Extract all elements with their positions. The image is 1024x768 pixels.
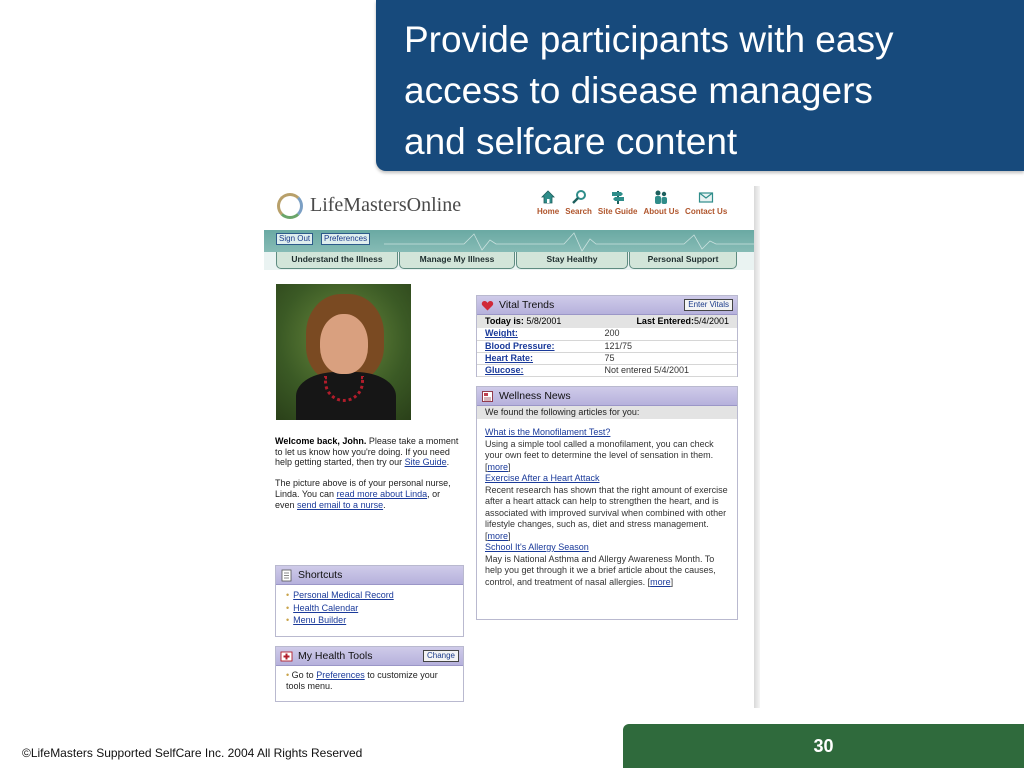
tab-stay-healthy[interactable]: Stay Healthy <box>516 252 628 269</box>
signpost-icon <box>609 188 627 206</box>
vital-weight-link[interactable]: Weight: <box>477 328 596 340</box>
wellness-news-subtitle: We found the following articles for you: <box>477 406 737 419</box>
top-nav <box>534 188 730 216</box>
nav-site-guide-label: Site Guide <box>597 207 638 216</box>
vitals-table <box>477 328 737 377</box>
site-logo[interactable]: LifeMastersOnline <box>310 194 462 216</box>
nav-home[interactable] <box>537 188 559 216</box>
table-row: Glucose: Not entered 5/4/2001 <box>477 364 737 376</box>
main-tabs <box>264 252 754 270</box>
nav-about-us[interactable] <box>643 188 679 216</box>
header-band <box>264 230 754 252</box>
site-guide-link[interactable]: Site Guide <box>404 457 447 468</box>
article-body: Recent research has shown that the right amount of exercise after a heart attack can help to strengthen the heart, and is associated with improved survival when combined with other lifestyle changes, such as, diet and stress management. <box>485 484 728 529</box>
table-row: Blood Pressure: 121/75 <box>477 340 737 352</box>
shortcut-health-calendar[interactable]: • Health Calendar <box>286 602 359 613</box>
page-number: 30 <box>813 736 834 756</box>
tab-personal-support[interactable]: Personal Support <box>629 252 737 269</box>
notepad-icon <box>280 569 293 582</box>
people-icon <box>652 188 670 206</box>
shortcut-menu-builder[interactable]: • Menu Builder <box>286 615 347 625</box>
welcome-text: Welcome back, John. Please take a moment to let us know how you're doing. If you need help getting started, then try our Site Guide. The picture above is of your personal nurse, Linda. You can read more about Linda, or even send email to a nurse. <box>275 436 459 510</box>
website-screenshot <box>264 186 754 708</box>
wellness-news-panel <box>476 386 738 620</box>
nav-contact-us-label: Contact Us <box>685 207 728 216</box>
newspaper-icon <box>481 390 494 403</box>
health-tools-title: My Health Tools <box>298 650 373 662</box>
tools-preferences-link[interactable]: Preferences <box>316 670 365 680</box>
health-tools-panel <box>275 646 464 702</box>
page-number-box <box>623 724 1024 768</box>
shortcuts-title: Shortcuts <box>298 569 343 581</box>
shortcuts-list <box>276 585 463 631</box>
vitals-dates-row: Today is: 5/8/2001 Last Entered:5/4/2001 <box>477 315 737 328</box>
copyright-footer: ©LifeMasters Supported SelfCare Inc. 2004 All Rights Reserved <box>22 746 363 760</box>
shortcuts-header <box>276 566 463 585</box>
enter-vitals-button[interactable]: Enter Vitals <box>684 299 733 311</box>
welcome-greeting: Welcome back, John. <box>275 436 367 446</box>
vital-glucose-link[interactable]: Glucose: <box>477 364 596 376</box>
nav-contact-us[interactable] <box>685 188 727 216</box>
article-body: Using a simple tool called a monofilament, you can check your own feet to determine the level of sensation in them. <box>485 438 714 460</box>
news-articles: What is the Monofilament Test? Using a simple tool called a monofilament, you can check your own feet to determine the level of sensation in them. [more] Exercise After a Heart Attack Recent research has shown that the right amount of exercise after a heart attack can help to strengthen the heart, and is associated with improved survival when combined with other lifestyle changes, such as, diet and stress management. [more] School It's Allergy Season May is National Asthma and Allergy Awareness Month. To help you get through it we a brief article about the causes, control, and treatment of nasal allergies. [more] <box>485 427 728 587</box>
health-tools-header <box>276 647 463 666</box>
vital-blood-pressure-link[interactable]: Blood Pressure: <box>477 340 596 352</box>
envelope-icon <box>697 188 715 206</box>
health-tools-body: • Go to Preferences to customize your tools menu. <box>286 670 438 691</box>
wellness-news-title: Wellness News <box>499 390 571 402</box>
article-link-monofilament[interactable]: What is the Monofilament Test? <box>485 427 611 437</box>
vital-trends-title: Vital Trends <box>499 299 555 311</box>
slide-title-box <box>376 0 1024 171</box>
site-header <box>264 186 754 230</box>
slide-title-line-1: Provide participants with easy <box>404 19 894 60</box>
preferences-button[interactable]: Preferences <box>321 233 370 245</box>
shortcuts-panel <box>275 565 464 637</box>
more-link[interactable]: more <box>487 530 509 541</box>
heart-icon <box>481 299 494 312</box>
table-row: Weight: 200 <box>477 328 737 340</box>
vital-trends-panel <box>476 295 738 377</box>
article-body: May is National Asthma and Allergy Awareness Month. To help you get through it we a brief article about the causes, control, and treatment of nasal allergies. <box>485 553 716 587</box>
article-link-exercise[interactable]: Exercise After a Heart Attack <box>485 473 600 483</box>
first-aid-icon <box>280 650 293 663</box>
send-email-to-nurse-link[interactable]: send email to a nurse <box>297 499 384 510</box>
more-link[interactable]: more <box>487 461 509 472</box>
read-more-about-linda-link[interactable]: read more about Linda <box>336 488 428 499</box>
tab-manage-illness[interactable]: Manage My Illness <box>399 252 515 269</box>
slide-title-line-3: and selfcare content <box>404 121 738 162</box>
nav-home-label: Home <box>537 207 560 216</box>
house-icon <box>539 188 557 206</box>
vital-heart-rate-link[interactable]: Heart Rate: <box>477 352 596 364</box>
screenshot-shadow <box>754 186 760 708</box>
more-link[interactable]: more <box>650 576 671 587</box>
nurse-photo <box>276 284 411 420</box>
table-row: Heart Rate: 75 <box>477 352 737 364</box>
nav-search[interactable] <box>565 188 592 216</box>
tab-understand-illness[interactable]: Understand the Illness <box>276 252 398 269</box>
article-link-allergy[interactable]: School It's Allergy Season <box>485 542 589 552</box>
shortcut-personal-medical-record[interactable]: • Personal Medical Record <box>286 590 394 600</box>
vital-trends-header <box>477 296 737 315</box>
slide-title-line-2: access to disease managers <box>404 70 873 111</box>
nav-site-guide[interactable] <box>598 188 638 216</box>
magnifier-icon <box>570 188 588 206</box>
wellness-news-header <box>477 387 737 406</box>
logo-ring-icon <box>277 193 303 219</box>
sign-out-button[interactable]: Sign Out <box>276 233 313 245</box>
change-button[interactable]: Change <box>423 650 459 662</box>
nav-about-us-label: About Us <box>643 207 680 216</box>
nav-search-label: Search <box>565 207 592 216</box>
